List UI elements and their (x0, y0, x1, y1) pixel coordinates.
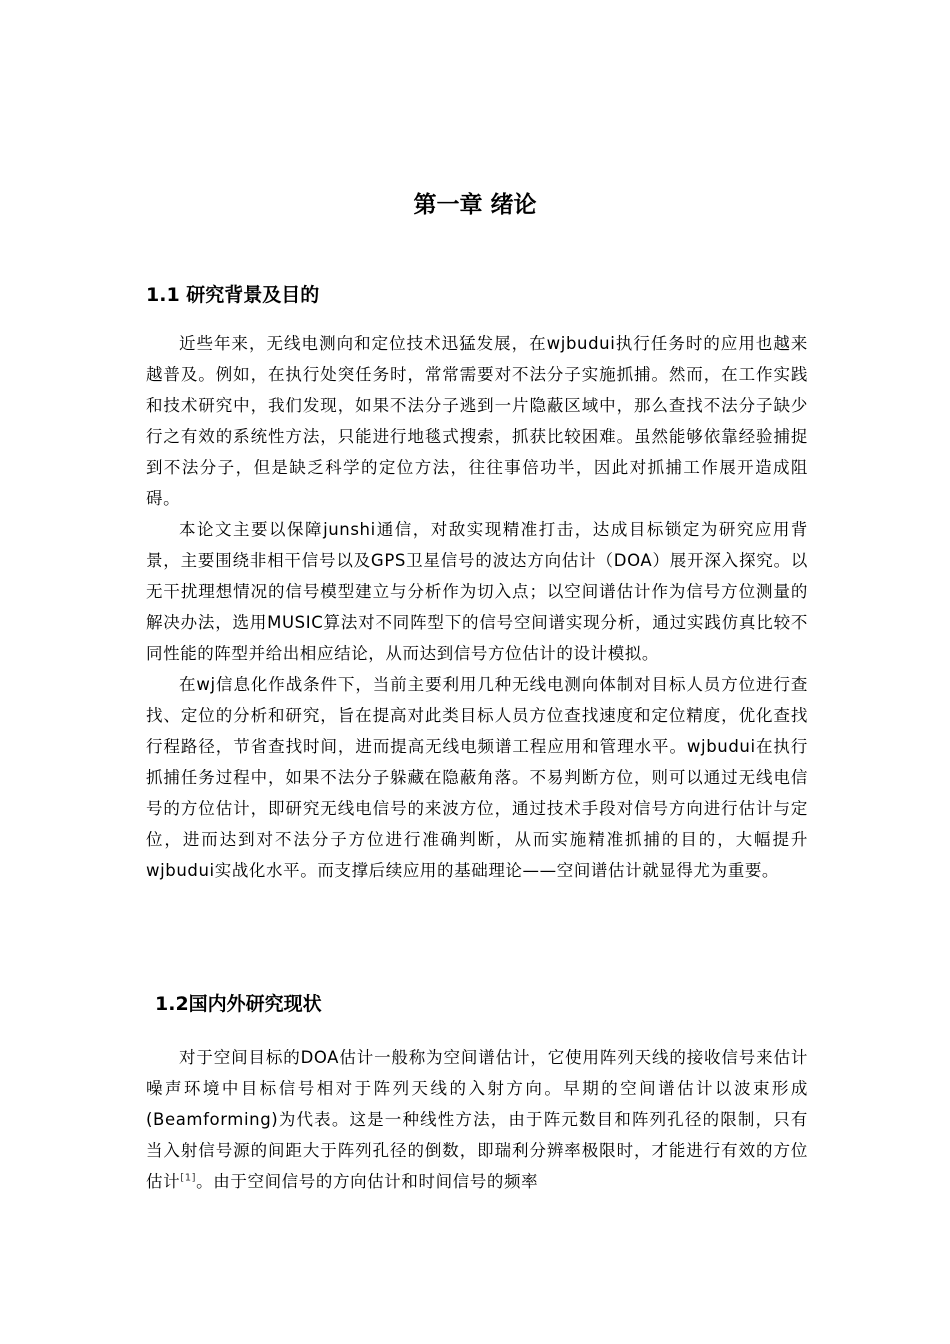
section-1-1-body (146, 328, 808, 886)
paragraph-text: 对于空间目标的DOA估计一般称为空间谱估计，它使用阵列天线的接收信号来估计噪声环境中目标信号相对于阵列天线的入射方向。早期的空间谱估计以波束形成(Beamforming)为代表。这是一种线性方法，由于阵元数目和阵列孔径的限制，只有当入射信号源的间距大于阵列孔径的倒数，即瑞利分辨率极限时，才能进行有效的方位估计 (146, 1048, 808, 1191)
citation-reference[interactable]: [1] (180, 1172, 197, 1184)
paragraph: 近些年来，无线电测向和定位技术迅猛发展，在wjbudui执行任务时的应用也越来越普及。例如，在执行处突任务时，常常需要对不法分子实施抓捕。然而，在工作实践和技术研究中，我们发现，如果不法分子逃到一片隐蔽区域中，那么查找不法分子缺少行之有效的系统性方法，只能进行地毯式搜索，抓获比较困难。虽然能够依靠经验捕捉到不法分子，但是缺乏科学的定位方法，往往事倍功半，因此对抓捕工作展开造成阻碍。 (146, 334, 808, 508)
section-1-2-body (146, 1042, 808, 1197)
paragraph-text: 。由于空间信号的方向估计和时间信号的频率 (196, 1172, 539, 1191)
section-heading-1-1: 1.1 研究背景及目的 (146, 284, 320, 306)
chapter-title: 第一章 绪论 (413, 192, 537, 218)
section-heading-1-2: 1.2国内外研究现状 (155, 993, 322, 1015)
paragraph: 本论文主要以保障junshi通信，对敌实现精准打击，达成目标锁定为研究应用背景，主要围绕非相干信号以及GPS卫星信号的波达方向估计（DOA）展开深入探究。以无干扰理想情况的信号模型建立与分析作为切入点；以空间谱估计作为信号方位测量的解决办法，选用MUSIC算法对不同阵型下的信号空间谱实现分析，通过实践仿真比较不同性能的阵型并给出相应结论，从而达到信号方位估计的设计模拟。 (146, 520, 808, 663)
paragraph (146, 1042, 808, 1197)
paragraph: 在wj信息化作战条件下，当前主要利用几种无线电测向体制对目标人员方位进行查找、定位的分析和研究，旨在提高对此类目标人员方位查找速度和定位精度，优化查找行程路径，节省查找时间，进而提高无线电频谱工程应用和管理水平。wjbudui在执行抓捕任务过程中，如果不法分子躲藏在隐蔽角落。不易判断方位，则可以通过无线电信号的方位估计，即研究无线电信号的来波方位，通过技术手段对信号方向进行估计与定位，进而达到对不法分子方位进行准确判断，从而实施精准抓捕的目的，大幅提升wjbudui实战化水平。而支撑后续应用的基础理论——空间谱估计就显得尤为重要。 (146, 675, 808, 880)
